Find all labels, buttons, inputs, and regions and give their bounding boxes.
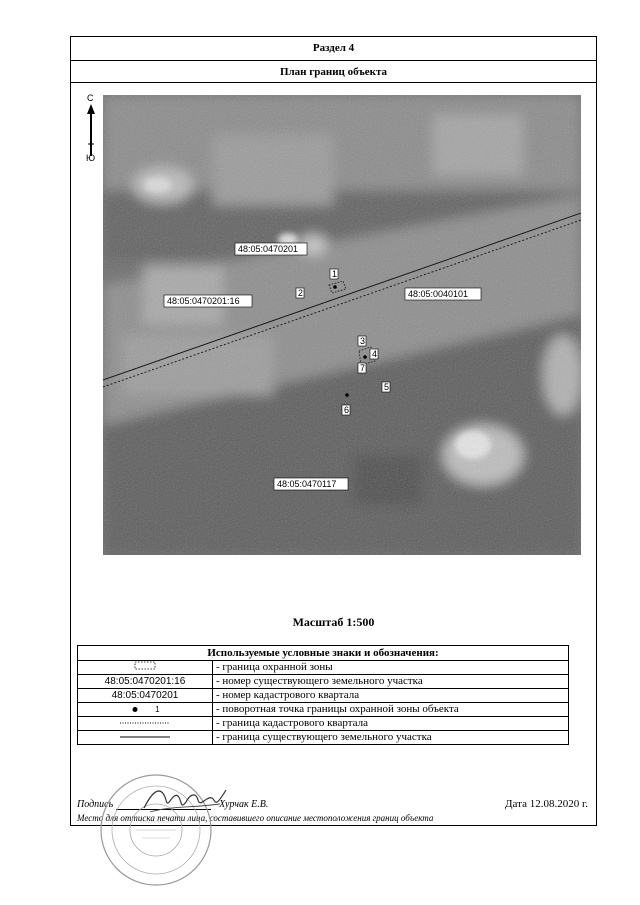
- map-scale: Масштаб 1:500: [292, 615, 375, 629]
- point-label-6: 6: [344, 405, 350, 415]
- quarter-label-right: 48:05:0040101: [408, 289, 469, 299]
- seal-note: Место для оттиска печати лица, составившего описание местоположения границ объекта: [77, 813, 434, 823]
- quarter-label-bottom: 48:05:0470117: [277, 479, 337, 489]
- dotted-line-icon: [120, 720, 170, 726]
- legend-title: Используемые условные знаки и обозначения:: [78, 646, 569, 661]
- quarter-label-top: 48:05:0470201: [238, 244, 299, 254]
- point-label-2: 2: [298, 288, 304, 298]
- legend-row: [78, 675, 569, 689]
- document-date: Дата 12.08.2020 г.: [505, 798, 588, 810]
- legend-point-number: 1: [155, 705, 160, 714]
- plan-title: План границ объекта: [71, 61, 596, 83]
- legend-text: - номер существующего земельного участка: [213, 675, 569, 689]
- solid-line-icon: [120, 734, 170, 740]
- handwritten-signature-icon: [140, 782, 230, 818]
- signature-label: Подпись: [77, 799, 114, 810]
- point-label-7: 7: [360, 363, 366, 373]
- point-label-4: 4: [372, 349, 378, 359]
- legend-symbol-quarter: 48:05:0470201: [78, 689, 213, 703]
- legend-table: [77, 645, 569, 745]
- dashed-rectangle-icon: [134, 661, 156, 670]
- compass-south-label: Ю: [86, 153, 96, 163]
- legend-row: [78, 661, 569, 675]
- section-title: Раздел 4: [71, 37, 596, 61]
- legend-row: [78, 731, 569, 745]
- legend-row: [78, 717, 569, 731]
- dot-icon: [130, 705, 140, 714]
- signer-name: Хурчак Е.В.: [219, 799, 269, 810]
- legend-symbol-parcel: 48:05:0470201:16: [78, 675, 213, 689]
- point-label-3: 3: [360, 336, 366, 346]
- legend-row: [78, 689, 569, 703]
- legend-text: - граница существующего земельного участка: [213, 731, 569, 745]
- satellite-map: [103, 95, 581, 555]
- parcel-label-left: 48:05:0470201:16: [167, 296, 240, 306]
- point-label-5: 5: [384, 382, 390, 392]
- document-sheet: [70, 36, 597, 826]
- legend-text: - граница кадастрового квартала: [213, 717, 569, 731]
- compass-north-label: С: [87, 93, 94, 103]
- legend-header-row: [78, 646, 569, 661]
- legend-text: - поворотная точка границы охранной зоны объекта: [213, 703, 569, 717]
- legend-text: - граница охранной зоны: [213, 661, 569, 675]
- compass: [81, 93, 101, 173]
- legend-text: - номер кадастрового квартала: [213, 689, 569, 703]
- legend-row: [78, 703, 569, 717]
- point-label-1: 1: [332, 269, 338, 279]
